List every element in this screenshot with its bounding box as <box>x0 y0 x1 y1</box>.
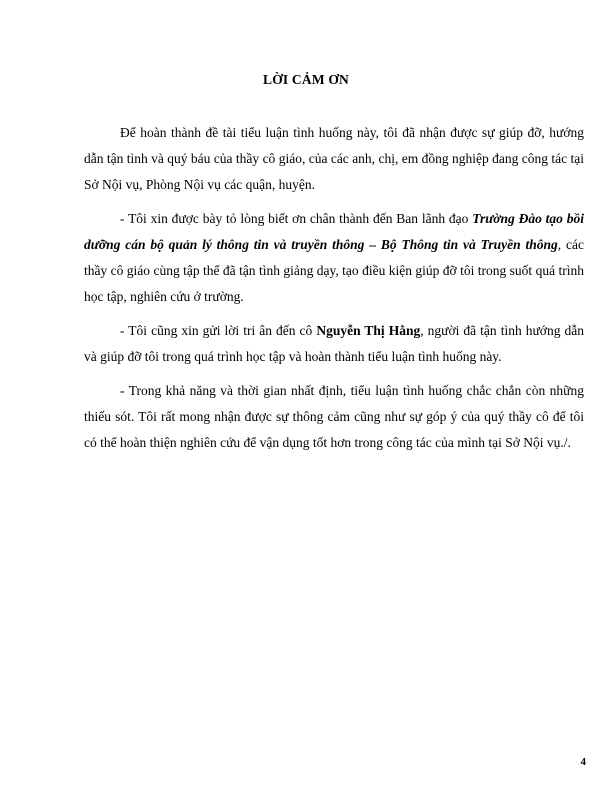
paragraph-4: - Trong khả năng và thời gian nhất định, tiểu luận tình huống chắc chắn còn những thiếu sót. Tôi rất mong nhận được sự thông cảm cũng như sự góp ý của quý thầy cô để tôi có thể hoàn thiện nghiên cứu để vận dụng tốt hơn trong công tác của mình tại Sở Nội vụ./. <box>84 383 584 450</box>
advisor-name-emphasis: Nguyễn Thị Hằng <box>316 323 421 338</box>
paragraph-1: Để hoàn thành đề tài tiểu luận tình huống này, tôi đã nhận được sự giúp đỡ, hướng dẫn tận tình và quý báu của thầy cô giáo, của các anh, chị, em đồng nghiệp đang công tác tại Sở Nội vụ, Phòng Nội vụ các quận, huyện. <box>84 125 584 192</box>
paragraph-2-lead: - Tôi xin được bày tỏ lòng biết ơn chân thành đến Ban lãnh đạo <box>120 211 473 226</box>
paragraph-3-tail: , người đã tận tình hướng dẫn và giúp đỡ tôi trong quá trình học tập và hoàn thành tiểu luận tình huống này. <box>84 323 584 364</box>
page-number: 4 <box>580 756 586 768</box>
body-text <box>84 120 584 464</box>
paragraph-2-tail: , các thầy cô giáo cùng tập thể đã tận tình giảng dạy, tạo điều kiện giúp đỡ tôi trong suốt quá trình học tập, nghiên cứu ở trường. <box>84 237 584 304</box>
paragraph-2 <box>84 206 584 310</box>
paragraph-3-lead: - Tôi cũng xin gửi lời tri ân đến cô <box>120 323 317 338</box>
paragraph-3 <box>84 318 584 370</box>
page-title: LỜI CẢM ƠN <box>263 72 349 87</box>
school-name-emphasis: Trường Đào tạo bồi dưỡng cán bộ quản lý thông tin và truyền thông – Bộ Thông tin và Truyền thông <box>84 211 584 252</box>
